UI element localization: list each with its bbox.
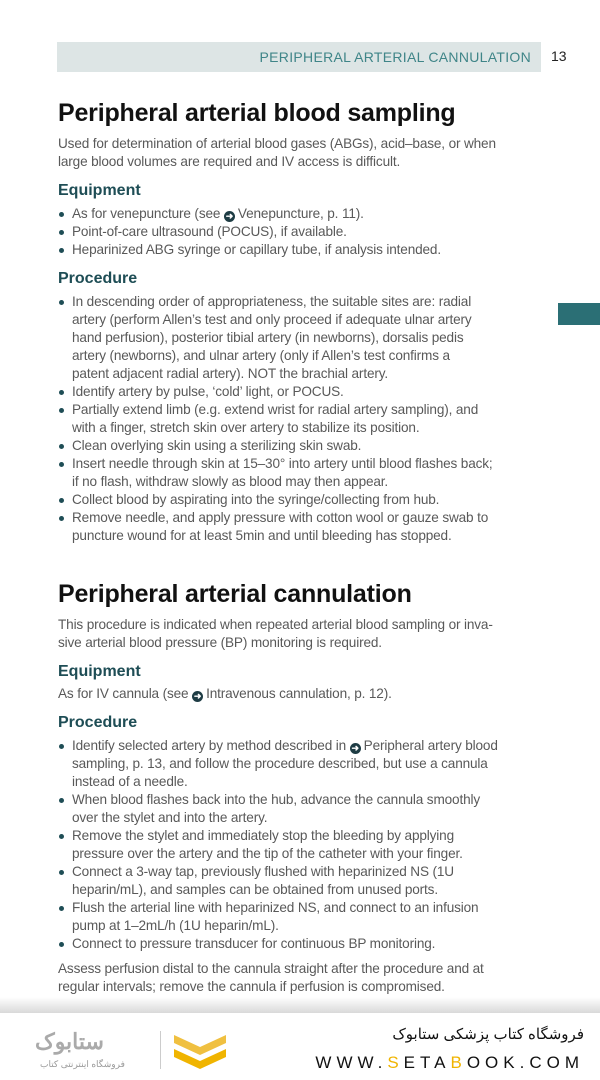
list-item <box>58 223 558 241</box>
text-line: Identify artery by pulse, ‘cold’ light, or POCUS. <box>72 384 344 399</box>
thumb-tab <box>558 303 600 325</box>
text-line: artery (perform Allen’s test and only proceed if adequate ulnar artery <box>72 312 472 327</box>
text-line: Used for determination of arterial blood gases (ABGs), acid–base, or when <box>58 136 496 151</box>
equipment-heading-1: Equipment <box>58 182 141 199</box>
text-line: As for IV cannula (see ➜ Intravenous cannulation, p. 12). <box>58 686 392 701</box>
text-line: if no flash, withdraw slowly as blood may then appear. <box>72 474 389 489</box>
section-title-1 <box>58 98 558 128</box>
list-item <box>58 455 558 491</box>
list-item <box>58 791 558 827</box>
text-line: As for venepuncture (see ➜ Venepuncture, p. 11). <box>72 206 364 221</box>
text-line: Remove needle, and apply pressure with cotton wool or gauze swab to <box>72 510 489 525</box>
section-title-2 <box>58 579 558 609</box>
text-line: with a finger, stretch skin over artery to stabilize its position. <box>72 420 420 435</box>
text-line: Clean overlying skin using a sterilizing skin swab. <box>72 438 362 453</box>
logo-subtitle: فروشگاه اینترنتی کتاب <box>40 1059 125 1069</box>
list-item <box>58 863 558 899</box>
cross-reference-arrow-icon: ➜ <box>351 743 359 753</box>
list-item <box>58 899 558 935</box>
text-line: sive arterial blood pressure (BP) monitoring is required. <box>58 635 382 650</box>
text-line: Flush the arterial line with heparinized NS, and connect to an infusion <box>72 900 479 915</box>
closing-paragraph <box>58 960 558 996</box>
list-item <box>58 827 558 863</box>
list-item <box>58 491 558 509</box>
text-line: large blood volumes are required and IV access is difficult. <box>58 154 401 169</box>
procedure-list-2 <box>58 737 558 953</box>
list-item <box>58 293 558 383</box>
list-item <box>58 205 558 223</box>
text-line: over the stylet and into the artery. <box>72 810 268 825</box>
text-line: In descending order of appropriateness, the suitable sites are: radial <box>72 294 472 309</box>
intro-2 <box>58 616 558 652</box>
equipment-list-1 <box>58 205 558 259</box>
store-name: فروشگاه کتاب پزشکی ستابوک <box>392 1026 584 1043</box>
page-bottom-shadow <box>0 997 600 1013</box>
list-item <box>58 935 558 953</box>
equipment-text-2 <box>58 685 558 703</box>
text-line: Heparinized ABG syringe or capillary tube, if analysis intended. <box>72 242 441 257</box>
text-line: instead of a needle. <box>72 774 188 789</box>
chevron-logo-icon <box>172 1031 228 1073</box>
text-line: Connect a 3-way tap, previously flushed with heparinized NS (1U <box>72 864 454 879</box>
text-line: hand perfusion), posterior tibial artery (in newborns), dorsalis pedis <box>72 330 464 345</box>
text-line: heparin/mL), and samples can be obtained from unused ports. <box>72 882 438 897</box>
text-line: Remove the stylet and immediately stop the bleeding by applying <box>72 828 454 843</box>
text-line: Connect to pressure transducer for continuous BP monitoring. <box>72 936 436 951</box>
text-line: Identify selected artery by method described in ➜ Peripheral artery blood <box>72 738 498 753</box>
text-line: Collect blood by aspirating into the syringe/collecting from hub. <box>72 492 440 507</box>
procedure-heading-1: Procedure <box>58 270 138 287</box>
text-line: puncture wound for at least 5min and until bleeding has stopped. <box>72 528 452 543</box>
procedure-heading-2: Procedure <box>58 714 138 731</box>
running-header <box>57 42 541 72</box>
page-number: 13 <box>551 48 567 64</box>
list-item <box>58 509 558 545</box>
list-item <box>58 401 558 437</box>
text-line: patent adjacent radial artery). NOT the brachial artery. <box>72 366 388 381</box>
setabook-logo: ستابوک <box>35 1029 104 1054</box>
list-item <box>58 241 558 259</box>
text-line: artery (newborns), and ulnar artery (only if Allen’s test confirms a <box>72 348 450 363</box>
divider <box>160 1031 161 1069</box>
cross-reference-arrow-icon: ➜ <box>193 691 202 701</box>
procedure-list-1 <box>58 293 558 545</box>
text-line: regular intervals; remove the cannula if perfusion is compromised. <box>58 979 445 994</box>
list-item <box>58 437 558 455</box>
running-title: PERIPHERAL ARTERIAL CANNULATION <box>259 49 531 65</box>
text-line: Assess perfusion distal to the cannula straight after the procedure and at <box>58 961 484 976</box>
heading: Peripheral arterial blood sampling <box>58 99 456 127</box>
text-line: This procedure is indicated when repeated arterial blood sampling or inva- <box>58 617 493 632</box>
text-line: pressure over the artery and the tip of the catheter with your finger. <box>72 846 463 861</box>
list-item <box>58 383 558 401</box>
text-line: Partially extend limb (e.g. extend wrist for radial artery sampling), and <box>72 402 479 417</box>
list-item <box>58 737 558 791</box>
text-line: pump at 1–2mL/h (1U heparin/mL). <box>72 918 279 933</box>
equipment-heading-2: Equipment <box>58 663 141 680</box>
footer-banner <box>0 1013 600 1080</box>
store-url[interactable]: WWW.SETABOOK.COM <box>315 1053 584 1072</box>
cross-reference-arrow-icon: ➜ <box>225 211 234 221</box>
intro-1 <box>58 135 558 171</box>
text-line: Insert needle through skin at 15–30° into artery until blood flashes back; <box>72 456 493 471</box>
text-line: sampling, p. 13, and follow the procedure described, but use a cannula <box>72 756 488 771</box>
heading: Peripheral arterial cannulation <box>58 580 412 608</box>
text-line: When blood flashes back into the hub, advance the cannula smoothly <box>72 792 481 807</box>
text-line: Point-of-care ultrasound (POCUS), if available. <box>72 224 347 239</box>
